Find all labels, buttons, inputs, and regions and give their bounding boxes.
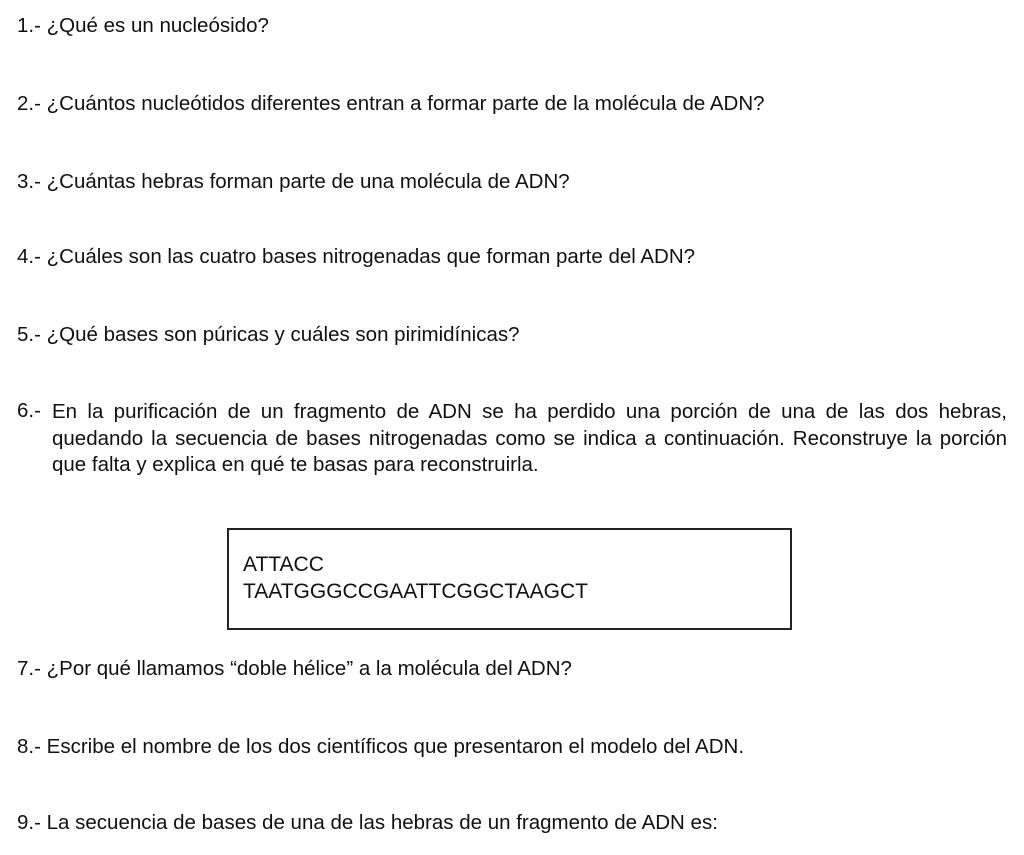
sequence-line-2: TAATGGGCCGAATTCGGCTAAGCT: [243, 580, 588, 603]
question-8: [17, 735, 744, 759]
question-2: [17, 92, 765, 116]
question-5: [17, 323, 520, 347]
question-number: 1.-: [17, 14, 41, 37]
question-number: 4.-: [17, 245, 41, 268]
question-number: 2.-: [17, 92, 41, 115]
question-text: La secuencia de bases de una de las hebras de un fragmento de ADN es:: [46, 811, 718, 834]
question-9: [17, 811, 718, 835]
question-number: 9.-: [17, 811, 41, 834]
question-7: [17, 657, 572, 681]
question-text: ¿Qué bases son púricas y cuáles son pirimidínicas?: [46, 323, 520, 346]
question-text: ¿Cuántos nucleótidos diferentes entran a formar parte de la molécula de ADN?: [46, 92, 765, 115]
question-text: En la purificación de un fragmento de ADN se ha perdido una porción de una de las dos hebras, quedando la secuencia de bases nitrogenadas como se indica a continuación. Reconstruye la porción que falta y explica en qué te basas para reconstruirla.: [52, 400, 1007, 476]
question-number: 5.-: [17, 323, 41, 346]
question-number: 8.-: [17, 735, 41, 758]
question-text: ¿Cuántas hebras forman parte de una molécula de ADN?: [46, 170, 570, 193]
question-3: [17, 170, 570, 194]
sequence-line-1: ATTACC: [243, 553, 324, 576]
question-text: Escribe el nombre de los dos científicos que presentaron el modelo del ADN.: [46, 735, 745, 758]
dna-sequence-box: [227, 528, 792, 630]
question-1: [17, 14, 269, 38]
question-4: [17, 245, 695, 269]
question-number: 7.-: [17, 657, 41, 680]
question-number: 6.-: [17, 399, 41, 422]
question-text: ¿Qué es un nucleósido?: [46, 14, 269, 37]
question-text: ¿Por qué llamamos “doble hélice” a la molécula del ADN?: [46, 657, 572, 680]
question-text: ¿Cuáles son las cuatro bases nitrogenadas que forman parte del ADN?: [46, 245, 696, 268]
question-number: 3.-: [17, 170, 41, 193]
